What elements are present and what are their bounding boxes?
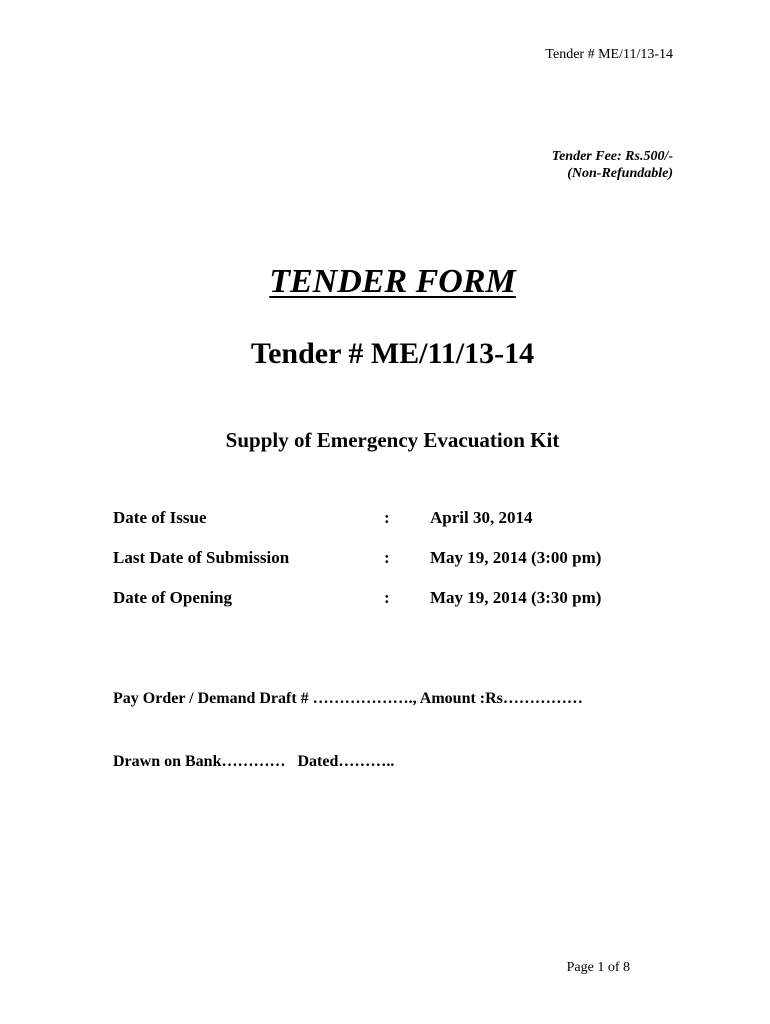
tender-fee-note: (Non-Refundable) xyxy=(567,166,673,181)
header-tender-reference: Tender # ME/11/13-14 xyxy=(545,47,673,62)
page-number: Page 1 of 8 xyxy=(566,960,630,975)
schedule-label: Last Date of Submission xyxy=(113,548,290,567)
schedule-row-issue xyxy=(113,508,713,548)
schedule-label: Date of Opening xyxy=(113,588,232,607)
schedule-value: April 30, 2014 xyxy=(430,508,533,527)
dated-field: Dated……….. xyxy=(297,753,395,770)
schedule-separator: : xyxy=(384,588,390,607)
tender-fee-block xyxy=(552,148,673,182)
schedule-label: Date of Issue xyxy=(113,508,207,527)
schedule-row-opening xyxy=(113,588,713,628)
schedule-separator: : xyxy=(384,508,390,527)
tender-number: Tender # ME/11/13-14 xyxy=(250,337,535,370)
tender-subject: Supply of Emergency Evacuation Kit xyxy=(225,428,560,452)
schedule-row-submission xyxy=(113,548,713,588)
schedule-value: May 19, 2014 (3:00 pm) xyxy=(430,548,602,567)
bank-details-line xyxy=(113,753,394,771)
document-title: TENDER FORM xyxy=(269,263,516,300)
schedule-separator: : xyxy=(384,548,390,567)
payment-details-line: Pay Order / Demand Draft # ………………., Amount :Rs…………… xyxy=(113,690,583,707)
tender-fee-amount: Tender Fee: Rs.500/- xyxy=(551,149,673,164)
schedule-table xyxy=(113,508,713,628)
drawn-on-bank-field: Drawn on Bank………… xyxy=(113,753,286,770)
schedule-value: May 19, 2014 (3:30 pm) xyxy=(430,588,602,607)
